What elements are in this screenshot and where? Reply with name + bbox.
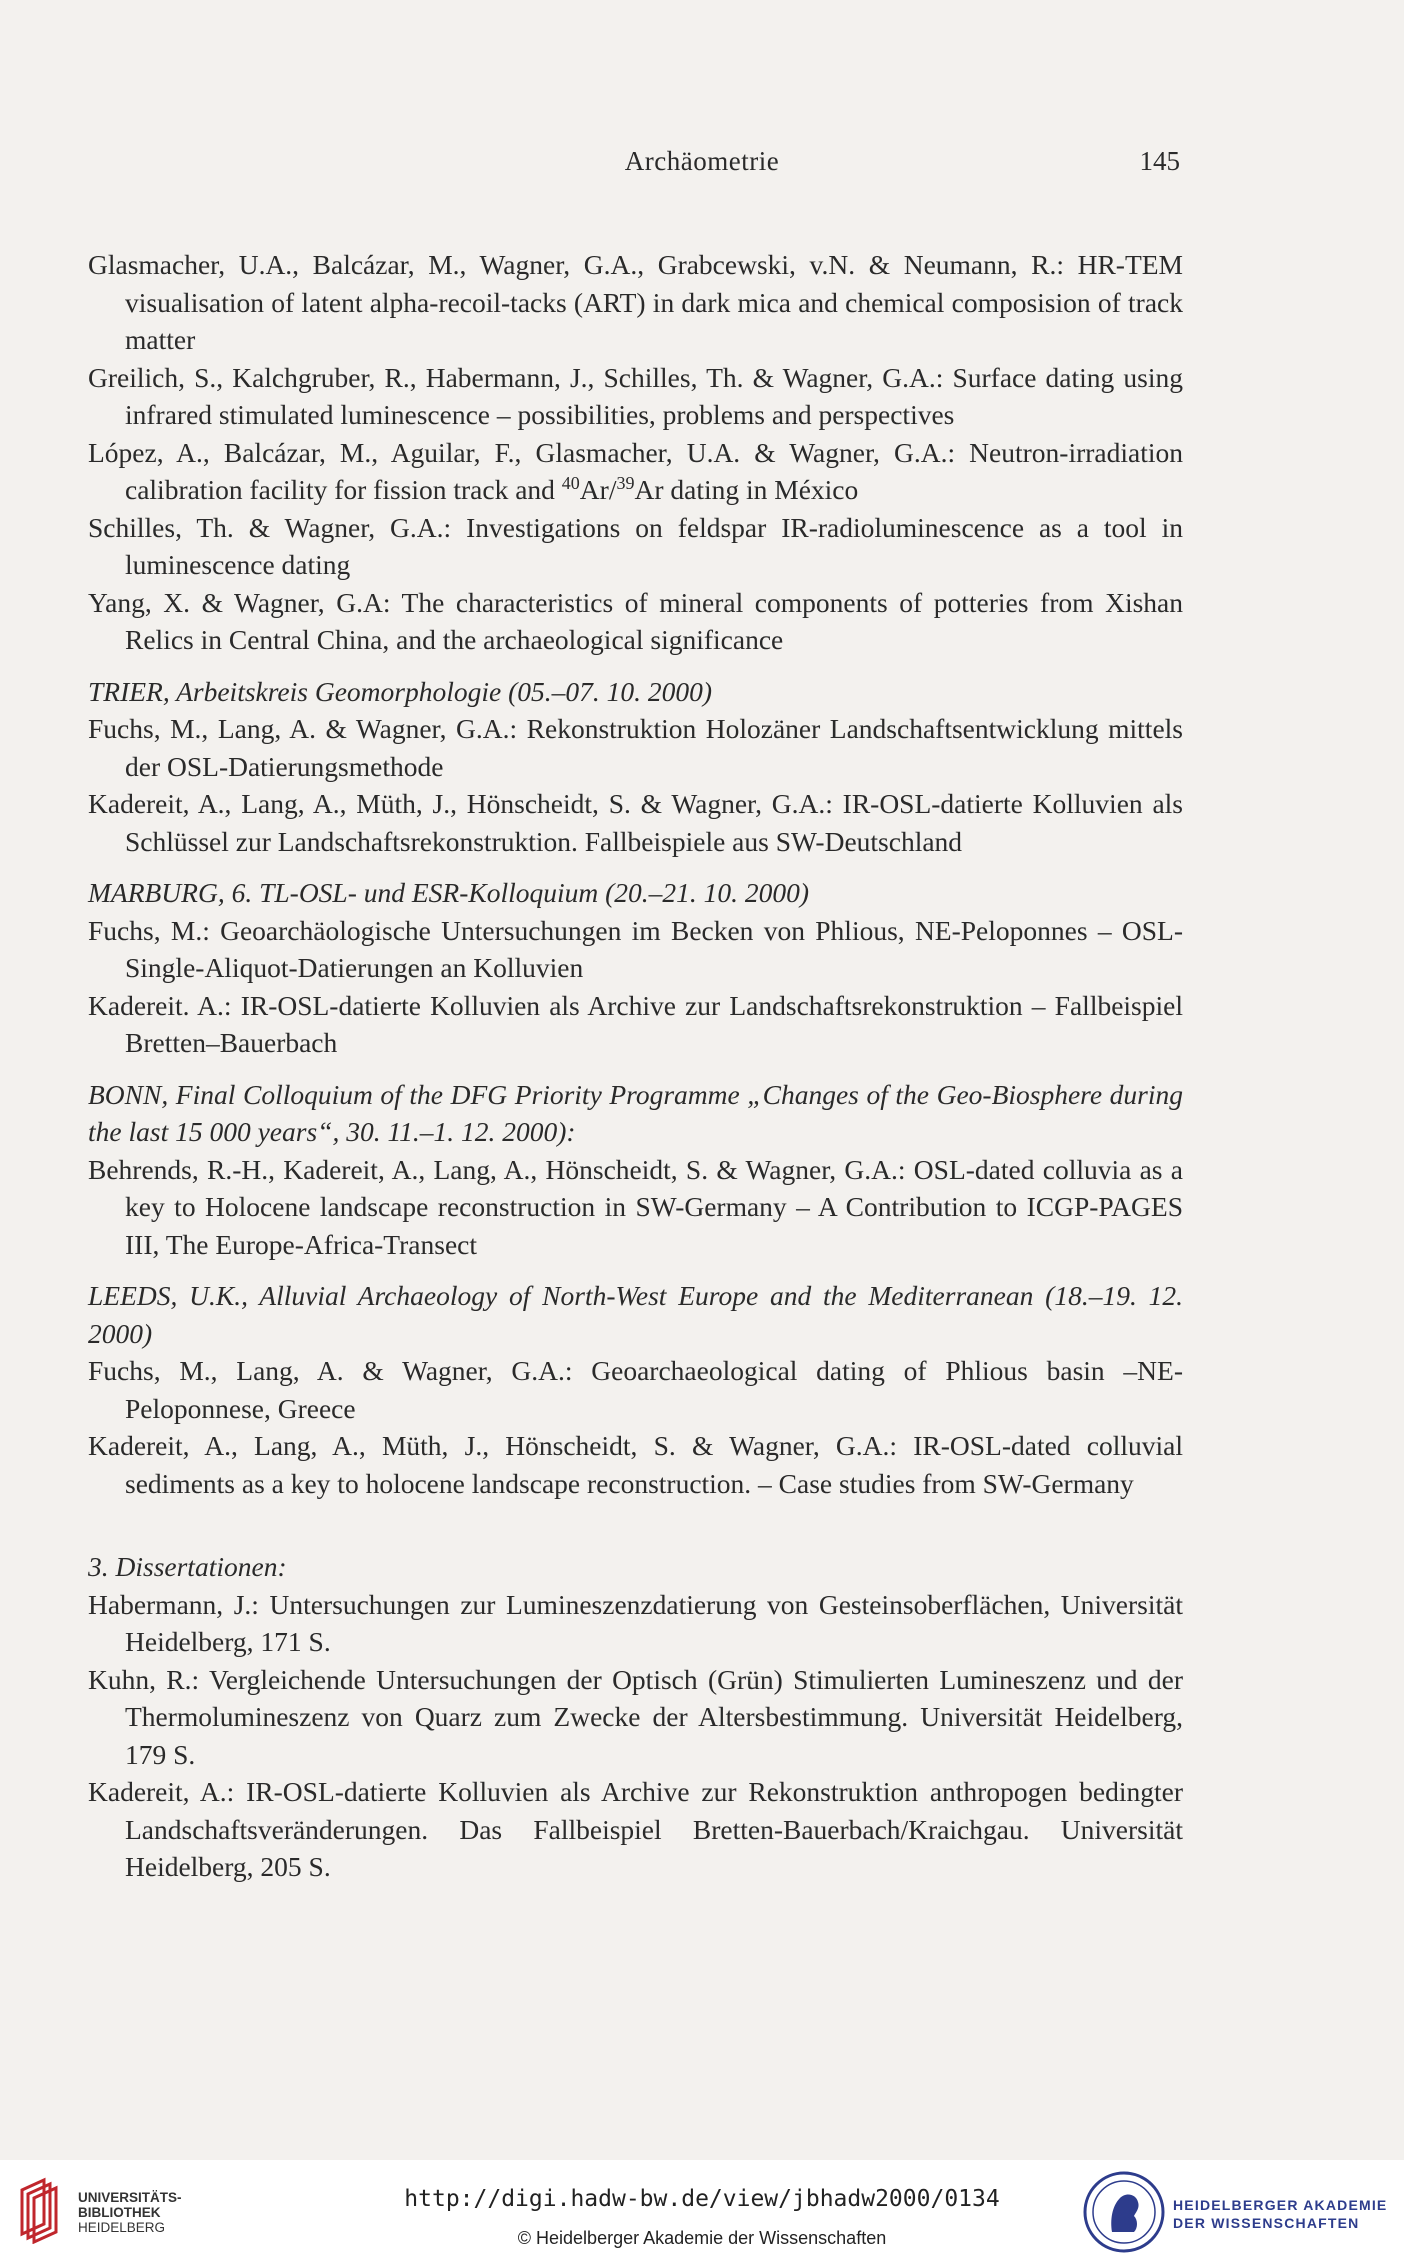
- page-number: 145: [1139, 146, 1180, 176]
- dissertation-entry: Habermann, J.: Untersuchungen zur Lumineszenzdatierung von Gesteinsoberflächen, Universität Heidelberg, 171 S.: [88, 1588, 1183, 1657]
- reference-entry: Kadereit. A.: IR-OSL-datierte Kolluvien als Archive zur Landschaftsrekonstruktion – Fallbeispiel Bretten–Bauerbach: [88, 989, 1183, 1058]
- reference-entry: Greilich, S., Kalchgruber, R., Habermann, J., Schilles, Th. & Wagner, G.A.: Surface dating using infrared stimulated luminescence – possibilities, problems and perspectives: [88, 361, 1183, 430]
- reference-text: López, A., Balcázar, M., Aguilar, F., Glasmacher, U.A. & Wagner, G.A.: Neutron-irradiation calibration facility for fission track and: [88, 436, 1183, 505]
- bibliography-content: [88, 246, 1183, 1886]
- running-title: Archäometrie: [624, 146, 780, 176]
- reference-entry: Yang, X. & Wagner, G.A: The characteristics of mineral components of potteries from Xishan Relics in Central China, and the archaeological significance: [88, 586, 1183, 655]
- reference-entry: Glasmacher, U.A., Balcázar, M., Wagner, G.A., Grabcewski, v.N. & Neumann, R.: HR-TEM visualisation of latent alpha-recoil-tacks (ART) in dark mica and chemical composision of track matter: [88, 249, 1183, 355]
- academy-name-line: DER WISSENSCHAFTEN: [1173, 2215, 1360, 2231]
- conference-heading: TRIER, Arbeitskreis Geomorphologie (05.–07. 10. 2000): [88, 675, 713, 707]
- library-name-line: BIBLIOTHEK: [78, 2205, 161, 2220]
- reference-text: Ar/: [579, 474, 617, 505]
- reference-entry: Kadereit, A., Lang, A., Müth, J., Hönscheidt, S. & Wagner, G.A.: IR-OSL-datierte Kolluvien als Schlüssel zur Landschaftsrekonstruktion. Fallbeispiele aus SW-Deutschland: [88, 788, 1183, 857]
- library-name-line: UNIVERSITÄTS-: [78, 2190, 182, 2205]
- academy-name-line: HEIDELBERGER AKADEMIE: [1173, 2197, 1388, 2213]
- reference-entry: Fuchs, M., Lang, A. & Wagner, G.A.: Rekonstruktion Holozäner Landschaftsentwicklung mittels der OSL-Datierungsmethode: [88, 713, 1183, 782]
- reference-entry: Schilles, Th. & Wagner, G.A.: Investigations on feldspar IR-radioluminescence as a tool in luminescence dating: [88, 511, 1183, 580]
- reference-entry: Fuchs, M., Lang, A. & Wagner, G.A.: Geoarchaeological dating of Phlious basin –NE-Peloponnese, Greece: [88, 1355, 1183, 1424]
- running-head: [0, 146, 1404, 186]
- dissertation-entry: Kuhn, R.: Vergleichende Untersuchungen der Optisch (Grün) Stimulierten Lumineszenz und der Thermolumineszenz von Quarz zum Zwecke der Altersbestimmung. Universität Heidelberg, 179 S.: [88, 1663, 1183, 1770]
- digitization-footer: [0, 2160, 1404, 2265]
- copyright-notice: © Heidelberger Akademie der Wissenschaften: [517, 2228, 887, 2248]
- isotope-superscript: 40: [561, 472, 580, 493]
- reference-text: Ar dating in México: [634, 474, 859, 505]
- section-title: 3. Dissertationen:: [88, 1551, 287, 1582]
- reference-entry: [88, 434, 1183, 509]
- dissertation-entry: Kadereit, A.: IR-OSL-datierte Kolluvien als Archive zur Rekonstruktion anthropogen bedingter Landschaftsveränderungen. Das Fallbeispiel Bretten-Bauerbach/Kraichgau. Universität Heidelberg, 205 S.: [88, 1776, 1183, 1882]
- academy-name: [1173, 2196, 1387, 2232]
- conference-heading: LEEDS, U.K., Alluvial Archaeology of North-West Europe and the Mediterranean (18.–19. 12. 2000): [88, 1280, 1183, 1349]
- reference-entry: Kadereit, A., Lang, A., Müth, J., Hönscheidt, S. & Wagner, G.A.: IR-OSL-dated colluvial sediments as a key to holocene landscape reconstruction. – Case studies from SW-Germany: [88, 1430, 1183, 1499]
- conference-heading: MARBURG, 6. TL-OSL- und ESR-Kolloquium (20.–21. 10. 2000): [88, 877, 810, 908]
- library-name-line: HEIDELBERG: [78, 2220, 166, 2235]
- permalink-url[interactable]: http://digi.hadw-bw.de/view/jbhadw2000/0134: [404, 2186, 1000, 2212]
- reference-entry: Behrends, R.-H., Kadereit, A., Lang, A., Hönscheidt, S. & Wagner, G.A.: OSL-dated colluvia as a key to Holocene landscape reconstruction in SW-Germany – A Contribution to ICGP-PAGES III, The Europe-Africa-Transect: [88, 1153, 1183, 1260]
- conference-heading: BONN, Final Colloquium of the DFG Priority Programme „Changes of the Geo-Biosphere during the last 15 000 years“, 30. 11.–1. 12. 2000):: [88, 1078, 1183, 1147]
- academy-seal-icon: [1082, 2170, 1166, 2254]
- isotope-superscript: 39: [616, 472, 635, 493]
- reference-entry: Fuchs, M.: Geoarchäologische Untersuchungen im Becken von Phlious, NE-Peloponnes – OSL-Single-Aliquot-Datierungen an Kolluvien: [88, 914, 1183, 983]
